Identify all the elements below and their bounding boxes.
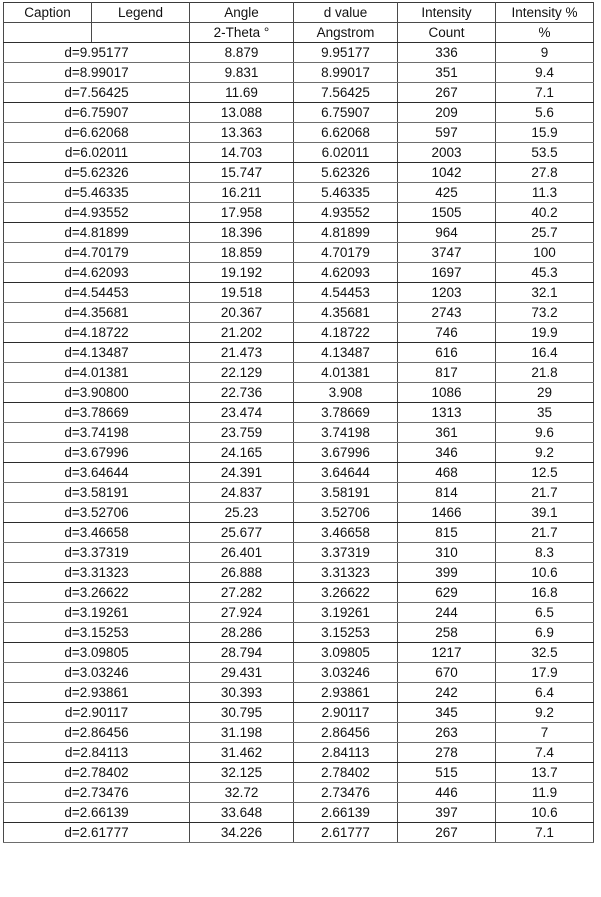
cell-caption: d=3.46658 — [4, 523, 190, 543]
cell-caption: d=3.19261 — [4, 603, 190, 623]
cell-intensity: 629 — [398, 583, 496, 603]
table-header — [4, 3, 594, 43]
cell-caption: d=3.15253 — [4, 623, 190, 643]
unit-header-intensity-pct: % — [496, 23, 594, 43]
column-header-angle: Angle — [190, 3, 294, 23]
cell-intensity-pct: 16.4 — [496, 343, 594, 363]
table-row — [4, 743, 594, 763]
cell-intensity-pct: 12.5 — [496, 463, 594, 483]
cell-angle: 11.69 — [190, 83, 294, 103]
cell-caption: d=3.31323 — [4, 563, 190, 583]
cell-caption: d=2.84113 — [4, 743, 190, 763]
cell-caption: d=3.90800 — [4, 383, 190, 403]
cell-d-value: 3.46658 — [294, 523, 398, 543]
cell-angle: 13.088 — [190, 103, 294, 123]
cell-intensity-pct: 5.6 — [496, 103, 594, 123]
cell-caption: d=2.86456 — [4, 723, 190, 743]
cell-d-value: 4.13487 — [294, 343, 398, 363]
header-row-units — [4, 23, 594, 43]
cell-d-value: 4.62093 — [294, 263, 398, 283]
cell-intensity-pct: 100 — [496, 243, 594, 263]
cell-intensity: 817 — [398, 363, 496, 383]
cell-caption: d=6.75907 — [4, 103, 190, 123]
cell-intensity-pct: 7.1 — [496, 83, 594, 103]
cell-d-value: 3.67996 — [294, 443, 398, 463]
table-row — [4, 243, 594, 263]
cell-d-value: 2.86456 — [294, 723, 398, 743]
cell-intensity: 2003 — [398, 143, 496, 163]
cell-d-value: 4.01381 — [294, 363, 398, 383]
table-row — [4, 343, 594, 363]
table-row — [4, 543, 594, 563]
cell-intensity-pct: 9.2 — [496, 443, 594, 463]
cell-intensity-pct: 11.9 — [496, 783, 594, 803]
cell-intensity: 446 — [398, 783, 496, 803]
cell-angle: 32.72 — [190, 783, 294, 803]
cell-intensity-pct: 21.7 — [496, 523, 594, 543]
cell-intensity-pct: 7 — [496, 723, 594, 743]
cell-caption: d=5.62326 — [4, 163, 190, 183]
table-row — [4, 223, 594, 243]
cell-angle: 24.165 — [190, 443, 294, 463]
cell-d-value: 2.66139 — [294, 803, 398, 823]
cell-intensity-pct: 21.8 — [496, 363, 594, 383]
table-row — [4, 43, 594, 63]
cell-d-value: 3.31323 — [294, 563, 398, 583]
table-row — [4, 583, 594, 603]
cell-angle: 33.648 — [190, 803, 294, 823]
cell-intensity: 351 — [398, 63, 496, 83]
cell-angle: 9.831 — [190, 63, 294, 83]
cell-caption: d=3.78669 — [4, 403, 190, 423]
cell-intensity: 1313 — [398, 403, 496, 423]
cell-d-value: 6.75907 — [294, 103, 398, 123]
cell-d-value: 3.37319 — [294, 543, 398, 563]
cell-d-value: 4.35681 — [294, 303, 398, 323]
cell-intensity: 814 — [398, 483, 496, 503]
cell-intensity-pct: 32.5 — [496, 643, 594, 663]
cell-caption: d=3.67996 — [4, 443, 190, 463]
cell-intensity: 209 — [398, 103, 496, 123]
cell-intensity-pct: 73.2 — [496, 303, 594, 323]
table-row — [4, 483, 594, 503]
cell-caption: d=3.03246 — [4, 663, 190, 683]
cell-intensity: 3747 — [398, 243, 496, 263]
cell-caption: d=2.66139 — [4, 803, 190, 823]
cell-intensity: 746 — [398, 323, 496, 343]
cell-angle: 24.391 — [190, 463, 294, 483]
cell-d-value: 3.74198 — [294, 423, 398, 443]
cell-intensity-pct: 16.8 — [496, 583, 594, 603]
column-header-legend: Legend — [92, 3, 190, 23]
cell-d-value: 2.73476 — [294, 783, 398, 803]
cell-angle: 28.794 — [190, 643, 294, 663]
cell-intensity: 1505 — [398, 203, 496, 223]
cell-d-value: 2.61777 — [294, 823, 398, 843]
cell-intensity: 1217 — [398, 643, 496, 663]
cell-angle: 29.431 — [190, 663, 294, 683]
cell-angle: 18.859 — [190, 243, 294, 263]
cell-intensity: 345 — [398, 703, 496, 723]
cell-intensity-pct: 39.1 — [496, 503, 594, 523]
table-row — [4, 283, 594, 303]
table-row — [4, 443, 594, 463]
cell-caption: d=3.37319 — [4, 543, 190, 563]
cell-intensity-pct: 17.9 — [496, 663, 594, 683]
cell-d-value: 3.908 — [294, 383, 398, 403]
cell-angle: 27.924 — [190, 603, 294, 623]
cell-intensity: 242 — [398, 683, 496, 703]
cell-intensity: 597 — [398, 123, 496, 143]
cell-intensity-pct: 15.9 — [496, 123, 594, 143]
cell-caption: d=2.78402 — [4, 763, 190, 783]
cell-intensity: 346 — [398, 443, 496, 463]
cell-intensity: 1042 — [398, 163, 496, 183]
cell-angle: 32.125 — [190, 763, 294, 783]
unit-header-angle: 2-Theta ° — [190, 23, 294, 43]
unit-header-d-value: Angstrom — [294, 23, 398, 43]
cell-intensity-pct: 6.9 — [496, 623, 594, 643]
cell-intensity: 1697 — [398, 263, 496, 283]
cell-intensity-pct: 19.9 — [496, 323, 594, 343]
header-row-titles — [4, 3, 594, 23]
cell-angle: 27.282 — [190, 583, 294, 603]
cell-caption: d=3.09805 — [4, 643, 190, 663]
cell-intensity: 310 — [398, 543, 496, 563]
table-row — [4, 683, 594, 703]
cell-intensity-pct: 29 — [496, 383, 594, 403]
unit-header-legend — [92, 23, 190, 43]
cell-d-value: 3.03246 — [294, 663, 398, 683]
cell-d-value: 3.52706 — [294, 503, 398, 523]
cell-intensity-pct: 10.6 — [496, 563, 594, 583]
table-row — [4, 423, 594, 443]
cell-d-value: 4.54453 — [294, 283, 398, 303]
table-row — [4, 643, 594, 663]
cell-caption: d=3.26622 — [4, 583, 190, 603]
cell-intensity: 670 — [398, 663, 496, 683]
cell-caption: d=3.74198 — [4, 423, 190, 443]
cell-caption: d=6.62068 — [4, 123, 190, 143]
cell-d-value: 7.56425 — [294, 83, 398, 103]
table-row — [4, 143, 594, 163]
cell-intensity: 361 — [398, 423, 496, 443]
cell-d-value: 9.95177 — [294, 43, 398, 63]
cell-angle: 19.518 — [190, 283, 294, 303]
table-row — [4, 203, 594, 223]
table-row — [4, 403, 594, 423]
cell-angle: 16.211 — [190, 183, 294, 203]
table-body — [4, 43, 594, 843]
cell-angle: 22.736 — [190, 383, 294, 403]
cell-caption: d=4.93552 — [4, 203, 190, 223]
cell-d-value: 8.99017 — [294, 63, 398, 83]
unit-header-caption — [4, 23, 92, 43]
cell-angle: 30.795 — [190, 703, 294, 723]
table-row — [4, 83, 594, 103]
cell-intensity-pct: 45.3 — [496, 263, 594, 283]
table-row — [4, 163, 594, 183]
cell-d-value: 2.84113 — [294, 743, 398, 763]
cell-d-value: 6.02011 — [294, 143, 398, 163]
cell-angle: 26.401 — [190, 543, 294, 563]
cell-angle: 18.396 — [190, 223, 294, 243]
cell-intensity: 1086 — [398, 383, 496, 403]
cell-intensity-pct: 9.2 — [496, 703, 594, 723]
table-row — [4, 303, 594, 323]
cell-intensity: 815 — [398, 523, 496, 543]
cell-angle: 23.474 — [190, 403, 294, 423]
cell-intensity-pct: 10.6 — [496, 803, 594, 823]
cell-angle: 23.759 — [190, 423, 294, 443]
cell-angle: 15.747 — [190, 163, 294, 183]
unit-header-intensity: Count — [398, 23, 496, 43]
cell-intensity: 267 — [398, 823, 496, 843]
cell-d-value: 3.15253 — [294, 623, 398, 643]
cell-angle: 19.192 — [190, 263, 294, 283]
cell-intensity: 1466 — [398, 503, 496, 523]
table-row — [4, 623, 594, 643]
column-header-intensity-pct: Intensity % — [496, 3, 594, 23]
cell-intensity: 244 — [398, 603, 496, 623]
cell-intensity-pct: 8.3 — [496, 543, 594, 563]
cell-intensity-pct: 7.4 — [496, 743, 594, 763]
table-row — [4, 523, 594, 543]
cell-caption: d=2.73476 — [4, 783, 190, 803]
table-row — [4, 383, 594, 403]
cell-d-value: 4.18722 — [294, 323, 398, 343]
cell-caption: d=9.95177 — [4, 43, 190, 63]
cell-intensity: 267 — [398, 83, 496, 103]
cell-caption: d=4.62093 — [4, 263, 190, 283]
table-row — [4, 563, 594, 583]
cell-intensity-pct: 25.7 — [496, 223, 594, 243]
cell-intensity-pct: 27.8 — [496, 163, 594, 183]
table-row — [4, 663, 594, 683]
cell-caption: d=4.35681 — [4, 303, 190, 323]
cell-intensity: 336 — [398, 43, 496, 63]
cell-angle: 13.363 — [190, 123, 294, 143]
table-row — [4, 263, 594, 283]
cell-angle: 21.473 — [190, 343, 294, 363]
cell-intensity-pct: 40.2 — [496, 203, 594, 223]
cell-angle: 20.367 — [190, 303, 294, 323]
table-row — [4, 783, 594, 803]
table-row — [4, 63, 594, 83]
cell-caption: d=4.81899 — [4, 223, 190, 243]
cell-d-value: 2.78402 — [294, 763, 398, 783]
cell-caption: d=8.99017 — [4, 63, 190, 83]
cell-d-value: 2.90117 — [294, 703, 398, 723]
cell-intensity-pct: 9.4 — [496, 63, 594, 83]
table-row — [4, 503, 594, 523]
cell-angle: 26.888 — [190, 563, 294, 583]
table-row — [4, 463, 594, 483]
cell-caption: d=4.13487 — [4, 343, 190, 363]
cell-angle: 21.202 — [190, 323, 294, 343]
cell-caption: d=4.18722 — [4, 323, 190, 343]
table-row — [4, 763, 594, 783]
cell-caption: d=4.54453 — [4, 283, 190, 303]
cell-d-value: 6.62068 — [294, 123, 398, 143]
cell-caption: d=7.56425 — [4, 83, 190, 103]
cell-d-value: 5.46335 — [294, 183, 398, 203]
cell-angle: 31.198 — [190, 723, 294, 743]
cell-caption: d=2.93861 — [4, 683, 190, 703]
cell-intensity: 263 — [398, 723, 496, 743]
cell-intensity: 616 — [398, 343, 496, 363]
cell-intensity: 399 — [398, 563, 496, 583]
cell-intensity-pct: 11.3 — [496, 183, 594, 203]
cell-caption: d=3.58191 — [4, 483, 190, 503]
cell-d-value: 3.26622 — [294, 583, 398, 603]
cell-caption: d=3.64644 — [4, 463, 190, 483]
cell-d-value: 5.62326 — [294, 163, 398, 183]
cell-angle: 34.226 — [190, 823, 294, 843]
cell-angle: 28.286 — [190, 623, 294, 643]
cell-angle: 31.462 — [190, 743, 294, 763]
cell-d-value: 4.81899 — [294, 223, 398, 243]
cell-intensity-pct: 32.1 — [496, 283, 594, 303]
table-row — [4, 363, 594, 383]
xrd-peak-table-container — [3, 2, 593, 843]
cell-intensity: 515 — [398, 763, 496, 783]
table-row — [4, 723, 594, 743]
cell-intensity: 425 — [398, 183, 496, 203]
cell-intensity-pct: 53.5 — [496, 143, 594, 163]
cell-angle: 24.837 — [190, 483, 294, 503]
cell-caption: d=2.90117 — [4, 703, 190, 723]
cell-intensity: 964 — [398, 223, 496, 243]
cell-intensity-pct: 21.7 — [496, 483, 594, 503]
cell-d-value: 2.93861 — [294, 683, 398, 703]
cell-d-value: 3.64644 — [294, 463, 398, 483]
cell-intensity: 468 — [398, 463, 496, 483]
column-header-caption: Caption — [4, 3, 92, 23]
table-row — [4, 823, 594, 843]
cell-intensity-pct: 6.4 — [496, 683, 594, 703]
column-header-intensity: Intensity — [398, 3, 496, 23]
cell-angle: 17.958 — [190, 203, 294, 223]
cell-intensity: 1203 — [398, 283, 496, 303]
cell-intensity: 2743 — [398, 303, 496, 323]
cell-intensity-pct: 35 — [496, 403, 594, 423]
cell-caption: d=3.52706 — [4, 503, 190, 523]
cell-intensity-pct: 6.5 — [496, 603, 594, 623]
cell-caption: d=4.70179 — [4, 243, 190, 263]
cell-caption: d=4.01381 — [4, 363, 190, 383]
cell-caption: d=2.61777 — [4, 823, 190, 843]
cell-d-value: 4.93552 — [294, 203, 398, 223]
column-header-d-value: d value — [294, 3, 398, 23]
cell-d-value: 3.78669 — [294, 403, 398, 423]
cell-d-value: 3.19261 — [294, 603, 398, 623]
table-row — [4, 323, 594, 343]
table-row — [4, 123, 594, 143]
table-row — [4, 803, 594, 823]
cell-intensity-pct: 9 — [496, 43, 594, 63]
table-row — [4, 103, 594, 123]
cell-angle: 25.677 — [190, 523, 294, 543]
table-row — [4, 603, 594, 623]
cell-angle: 14.703 — [190, 143, 294, 163]
xrd-peak-table — [3, 2, 594, 843]
cell-intensity-pct: 13.7 — [496, 763, 594, 783]
cell-angle: 8.879 — [190, 43, 294, 63]
cell-caption: d=6.02011 — [4, 143, 190, 163]
table-row — [4, 703, 594, 723]
cell-d-value: 4.70179 — [294, 243, 398, 263]
cell-intensity: 397 — [398, 803, 496, 823]
cell-intensity-pct: 9.6 — [496, 423, 594, 443]
cell-intensity: 278 — [398, 743, 496, 763]
cell-angle: 22.129 — [190, 363, 294, 383]
table-row — [4, 183, 594, 203]
cell-intensity-pct: 7.1 — [496, 823, 594, 843]
cell-d-value: 3.09805 — [294, 643, 398, 663]
cell-angle: 25.23 — [190, 503, 294, 523]
cell-d-value: 3.58191 — [294, 483, 398, 503]
cell-angle: 30.393 — [190, 683, 294, 703]
cell-caption: d=5.46335 — [4, 183, 190, 203]
cell-intensity: 258 — [398, 623, 496, 643]
